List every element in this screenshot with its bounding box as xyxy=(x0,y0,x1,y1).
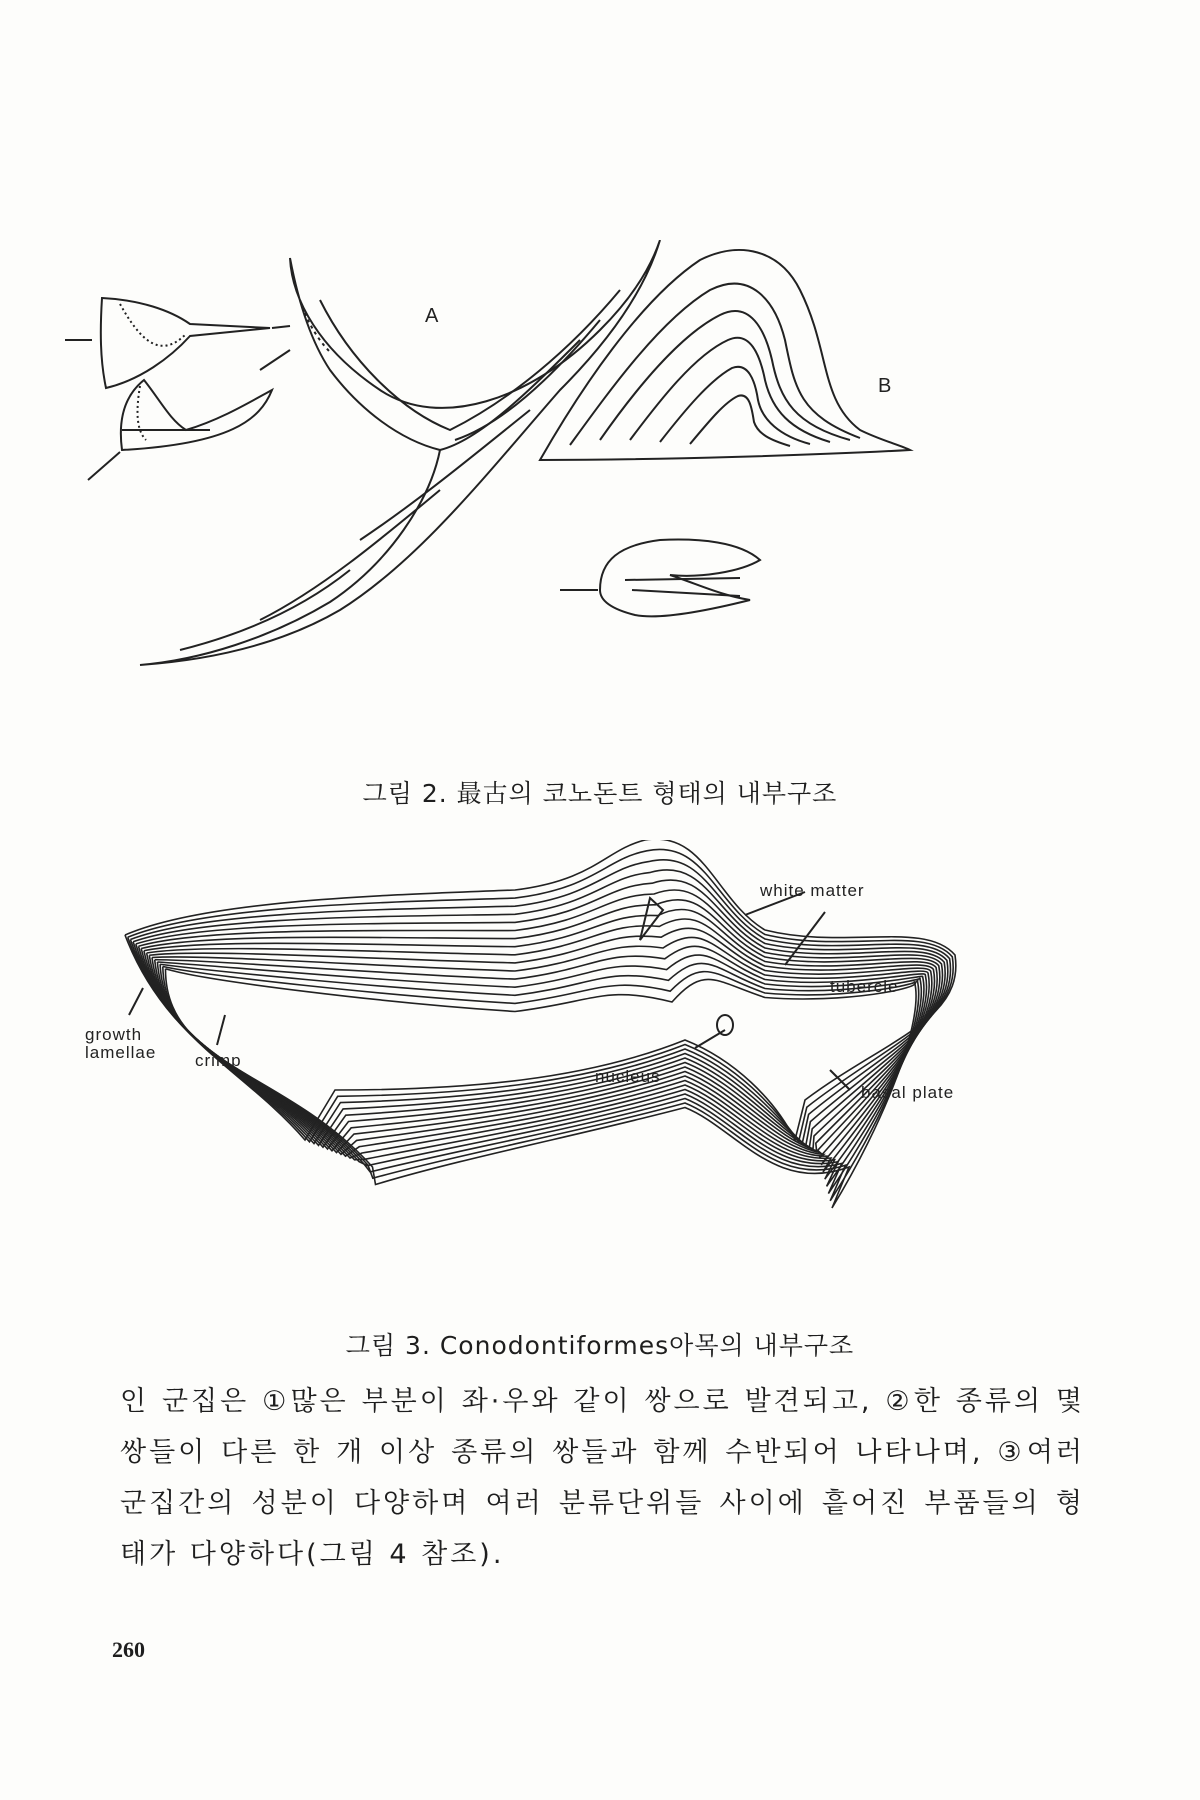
label-white-matter: white matter xyxy=(760,881,865,900)
figure-3-caption: 그림 3. Conodontiformes아목의 내부구조 xyxy=(345,1331,855,1360)
body-paragraph: 인 군집은 ①많은 부분이 좌·우와 같이 쌍으로 발견되고, ②한 종류의 몇 쌍들이 다른 한 개 이상 종류의 쌍들과 함께 수반되어 나타나며, ③여러 군집간의 성분이 다양하며 여러 분류단위들 사이에 흩어진 부품들의 형태가 다양하다(그림 4 참조). xyxy=(120,1386,1085,1570)
figure-2-label-a: A xyxy=(425,305,439,327)
nucleus-center xyxy=(717,1015,733,1035)
label-tubercle: tubercle xyxy=(830,977,899,996)
small-element-upper xyxy=(65,298,290,388)
growth-lamella-line xyxy=(139,890,943,1149)
small-element-lower xyxy=(88,350,290,480)
figure-3-illustration xyxy=(85,840,1105,1320)
small-element-bottom xyxy=(560,540,760,617)
growth-lamella-line xyxy=(130,860,950,1144)
element-a-outline xyxy=(140,240,660,665)
element-b-outline xyxy=(540,250,910,460)
label-crimp: crimp xyxy=(195,1051,242,1070)
figure-2-label-b: B xyxy=(878,375,892,397)
growth-lamella-line xyxy=(165,969,916,1208)
figure-2-caption: 그림 2. 最古의 코노돈트 형태의 내부구조 xyxy=(362,779,838,808)
label-nucleus: nucleus xyxy=(595,1067,661,1086)
growth-lamella-line xyxy=(152,937,929,1172)
label-growth: growth xyxy=(85,1025,143,1044)
page-number: 260 xyxy=(112,1637,145,1662)
label-basal-plate: basal plate xyxy=(861,1083,955,1102)
figure-2-illustration xyxy=(60,240,1060,770)
label-lamellae: lamellae xyxy=(85,1043,157,1062)
